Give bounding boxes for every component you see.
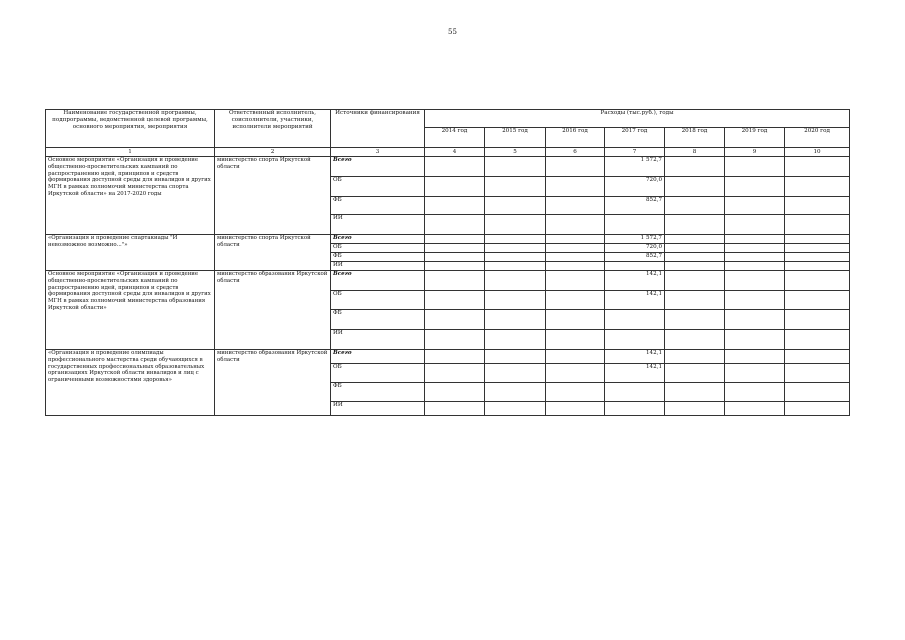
column-number: 5 — [485, 148, 546, 157]
column-number: 7 — [605, 148, 665, 157]
source-cell: ИИ — [331, 215, 425, 235]
source-cell: Всего — [331, 157, 425, 177]
column-number: 4 — [425, 148, 485, 157]
source-cell: ИИ — [331, 402, 425, 416]
page-number: 55 — [448, 28, 457, 36]
source-cell: ФБ — [331, 197, 425, 215]
header-year: 2016 год — [546, 128, 605, 148]
source-cell: ФБ — [331, 253, 425, 262]
table-row — [46, 235, 850, 244]
column-number: 6 — [546, 148, 605, 157]
column-number: 8 — [665, 148, 725, 157]
table-row — [46, 157, 850, 177]
source-cell: Всего — [331, 350, 425, 364]
executor-name: министерство спорта Иркутской области — [215, 235, 331, 271]
value-2017 — [605, 383, 665, 402]
header-year: 2018 год — [665, 128, 725, 148]
column-number-row — [46, 148, 850, 157]
program-name: «Организация и проведение спартакиады "И невозможное возможно..."» — [46, 235, 215, 271]
header-year: 2020 год — [785, 128, 850, 148]
program-name: Основное мероприятие «Организация и проведение общественно-просветительских кампаний по распространению идей, принципов и средств формирования доступной среды для инвалидов и других МГН в рамках полномочий министерства спорта Иркутской области» на 2017-2020 годы — [46, 157, 215, 235]
table-row — [46, 271, 850, 291]
source-cell: ФБ — [331, 310, 425, 330]
column-number: 10 — [785, 148, 850, 157]
column-number: 2 — [215, 148, 331, 157]
header-executor: Ответственный исполнитель, соисполнители, участники, исполнители мероприятий — [215, 110, 331, 148]
source-cell: ОБ — [331, 244, 425, 253]
value-2017: 852,7 — [605, 253, 665, 262]
value-2017: 720,0 — [605, 244, 665, 253]
source-cell: ИИ — [331, 262, 425, 271]
program-name: «Организация и проведение олимпиады профессионального мастерства среди обучающихся в государственных профессиональных образовательных организациях Иркутской области инвалидов и лиц с ограниченными возможностями здоровья» — [46, 350, 215, 416]
value-2017: 852,7 — [605, 197, 665, 215]
value-2017: 720,0 — [605, 177, 665, 197]
value-2017: 142,1 — [605, 364, 665, 383]
column-number: 3 — [331, 148, 425, 157]
value-2017: 142,1 — [605, 350, 665, 364]
source-cell: ОБ — [331, 291, 425, 310]
executor-name: министерство образования Иркутской области — [215, 271, 331, 350]
table-row — [46, 350, 850, 364]
budget-table — [45, 109, 850, 416]
source-cell: Всего — [331, 235, 425, 244]
value-2017: 142,1 — [605, 291, 665, 310]
header-year: 2014 год — [425, 128, 485, 148]
column-number: 9 — [725, 148, 785, 157]
value-2017 — [605, 310, 665, 330]
source-cell: ФБ — [331, 383, 425, 402]
executor-name: министерство образования Иркутской области — [215, 350, 331, 416]
header-sources: Источники финансирования — [331, 110, 425, 148]
executor-name: министерство спорта Иркутской области — [215, 157, 331, 235]
value-2017 — [605, 402, 665, 416]
value-2017 — [605, 262, 665, 271]
value-2017 — [605, 330, 665, 350]
source-cell: Всего — [331, 271, 425, 291]
value-2017: 1 572,7 — [605, 235, 665, 244]
value-2017 — [605, 215, 665, 235]
header-expenses: Расходы (тыс.руб.), годы — [425, 110, 850, 128]
source-cell: ОБ — [331, 177, 425, 197]
header-year: 2019 год — [725, 128, 785, 148]
source-cell: ИИ — [331, 330, 425, 350]
program-name: Основное мероприятие «Организация и проведение общественно-просветительских кампаний по распространению идей, принципов и средств формирования доступной среды для инвалидов и других МГН в рамках полномочий министерства образования Иркутской области» — [46, 271, 215, 350]
value-2017: 1 572,7 — [605, 157, 665, 177]
source-cell: ОБ — [331, 364, 425, 383]
header-year: 2015 год — [485, 128, 546, 148]
value-2017: 142,1 — [605, 271, 665, 291]
header-year: 2017 год — [605, 128, 665, 148]
header-program: Наименование государственной программы, подпрограммы, ведомственной целевой программы, основного мероприятия, мероприятия — [46, 110, 215, 148]
column-number: 1 — [46, 148, 215, 157]
